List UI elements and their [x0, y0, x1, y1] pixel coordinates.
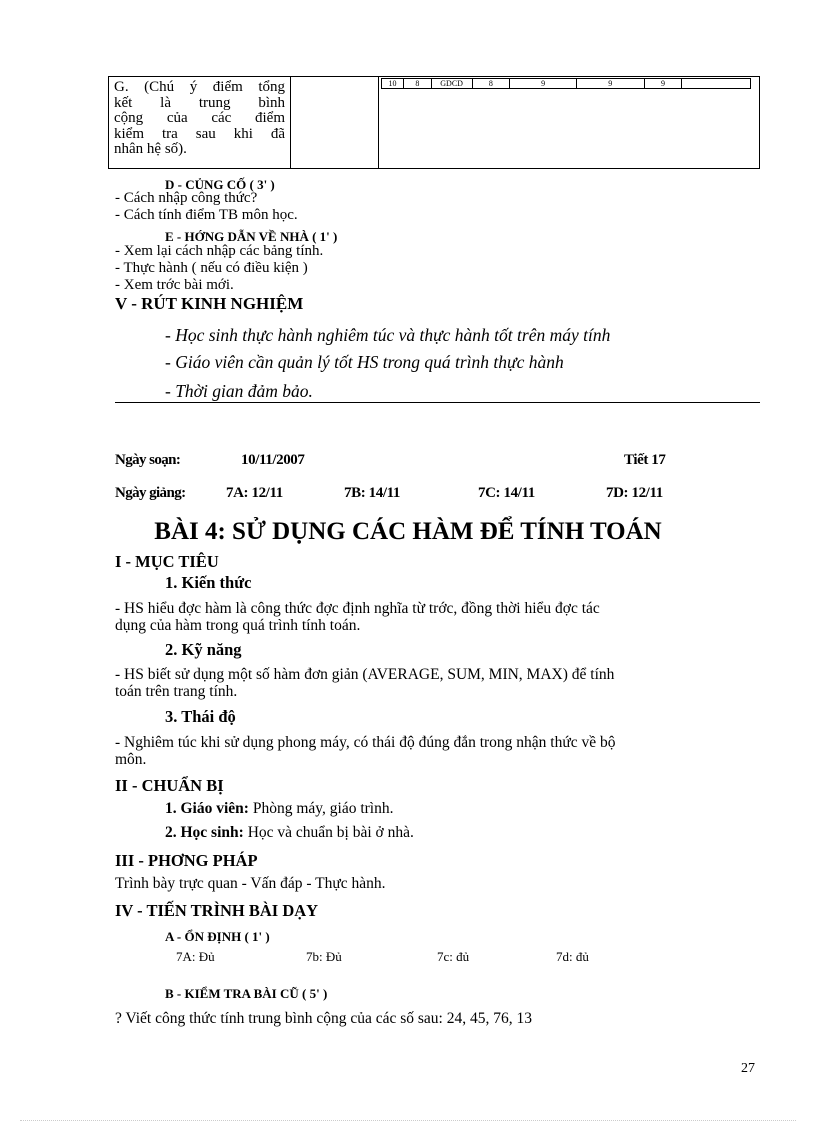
homework-item: - Xem trớc bài mới. — [115, 277, 234, 293]
attendance-7a: 7A: Đủ — [176, 949, 215, 964]
skills-text: - HS biết sử dụng một số hàm đơn giản (AVERAGE, SUM, MIN, MAX) để tính — [115, 666, 615, 683]
attendance-7d: 7d: đủ — [556, 949, 589, 964]
attitude-text: môn. — [115, 751, 147, 768]
review-question: ? Viết công thức tính trung bình cộng của các số sau: 24, 45, 76, 13 — [115, 1010, 532, 1027]
grade-mini-row — [381, 78, 751, 89]
process-heading: IV - TIẾN TRÌNH BÀI DẠY — [115, 901, 319, 920]
homework-heading: E - HỚNG DẪN VỀ NHÀ ( 1' ) — [165, 229, 338, 244]
footer-dotted-line — [20, 1120, 796, 1121]
mini-cell: 10 — [382, 79, 404, 88]
mini-cell — [682, 79, 750, 88]
grading-table — [108, 76, 760, 169]
table-note-cell — [109, 77, 291, 168]
teacher-label: 1. Giáo viên: — [165, 800, 249, 817]
teach-label: Ngày giảng: — [115, 485, 186, 501]
note-line: kết là trung bình — [114, 94, 285, 111]
check-heading: B - KIỂM TRA BÀI CŨ ( 5' ) — [165, 986, 328, 1001]
mini-cell: 9 — [510, 79, 577, 88]
prep-date: 10/11/2007 — [241, 452, 305, 468]
experience-item: - Học sinh thực hành nghiêm túc và thực hành tốt trên máy tính — [165, 325, 611, 345]
class-date: 7B: 14/11 — [344, 485, 400, 501]
attendance-7c: 7c: đủ — [437, 949, 470, 964]
attitude-heading: 3. Thái độ — [165, 707, 236, 726]
teacher-text: Phòng máy, giáo trình. — [252, 800, 394, 817]
attitude-text: - Nghiêm túc khi sử dụng phong máy, có thái độ đúng đắn trong nhận thức về bộ — [115, 734, 616, 751]
mini-cell: GDCD — [432, 79, 473, 88]
attendance-7b: 7b: Đủ — [306, 949, 342, 964]
stabilize-heading: A - ỔN ĐỊNH ( 1' ) — [165, 929, 270, 944]
lesson-title: BÀI 4: SỬ DỤNG CÁC HÀM ĐỂ TÍNH TOÁN — [154, 518, 662, 545]
method-heading: III - PHƠNG PHÁP — [115, 851, 258, 870]
skills-text: toán trên trang tính. — [115, 683, 238, 700]
knowledge-text: - HS hiểu đợc hàm là công thức đợc định nghĩa từ trớc, đồng thời hiểu đợc tác — [115, 600, 600, 617]
knowledge-text: dụng của hàm trong quá trình tính toán. — [115, 617, 361, 634]
note-line: nhân hệ số). — [114, 141, 187, 157]
consolidation-item: - Cách tính điểm TB môn học. — [115, 207, 298, 223]
prep-label: Ngày soạn: — [115, 452, 181, 468]
consolidation-heading: D - CỦNG CỐ ( 3' ) — [165, 177, 275, 192]
period-number: Tiết 17 — [624, 452, 666, 468]
class-date: 7A: 12/11 — [226, 485, 283, 501]
mini-cell: 9 — [577, 79, 645, 88]
student-text: Học và chuẩn bị bài ở nhà. — [247, 824, 414, 841]
experience-heading: V - RÚT KINH NGHIỆM — [115, 294, 304, 313]
experience-item: - Thời gian đảm bảo. — [165, 381, 313, 401]
student-prep — [165, 824, 414, 842]
objectives-heading: I - MỤC TIÊU — [115, 552, 219, 571]
homework-item: - Thực hành ( nếu có điều kiện ) — [115, 260, 308, 276]
page-number: 27 — [741, 1061, 755, 1076]
consolidation-item: - Cách nhập công thức? — [115, 190, 258, 206]
homework-item: - Xem lại cách nhập các bảng tính. — [115, 243, 324, 259]
skills-heading: 2. Kỹ năng — [165, 640, 242, 659]
note-line: kiểm tra sau khi đã — [114, 125, 285, 142]
mini-cell: 8 — [404, 79, 432, 88]
method-text: Trình bày trực quan - Vấn đáp - Thực hành. — [115, 875, 386, 892]
knowledge-heading: 1. Kiến thức — [165, 573, 252, 592]
table-note-text — [114, 80, 285, 158]
section-divider — [115, 402, 760, 403]
note-line: G. (Chú ý điểm tổng — [114, 79, 285, 95]
table-empty-cell — [291, 77, 379, 168]
mini-cell: 8 — [473, 79, 511, 88]
note-line: cộng của các điểm — [114, 110, 285, 126]
mini-cell: 9 — [645, 79, 683, 88]
student-label: 2. Học sinh: — [165, 824, 244, 841]
experience-item: - Giáo viên cần quản lý tốt HS trong quá trình thực hành — [165, 352, 564, 372]
class-date: 7D: 12/11 — [606, 485, 663, 501]
class-date: 7C: 14/11 — [478, 485, 535, 501]
preparation-heading: II - CHUẨN BỊ — [115, 776, 224, 795]
teacher-prep — [165, 800, 393, 818]
